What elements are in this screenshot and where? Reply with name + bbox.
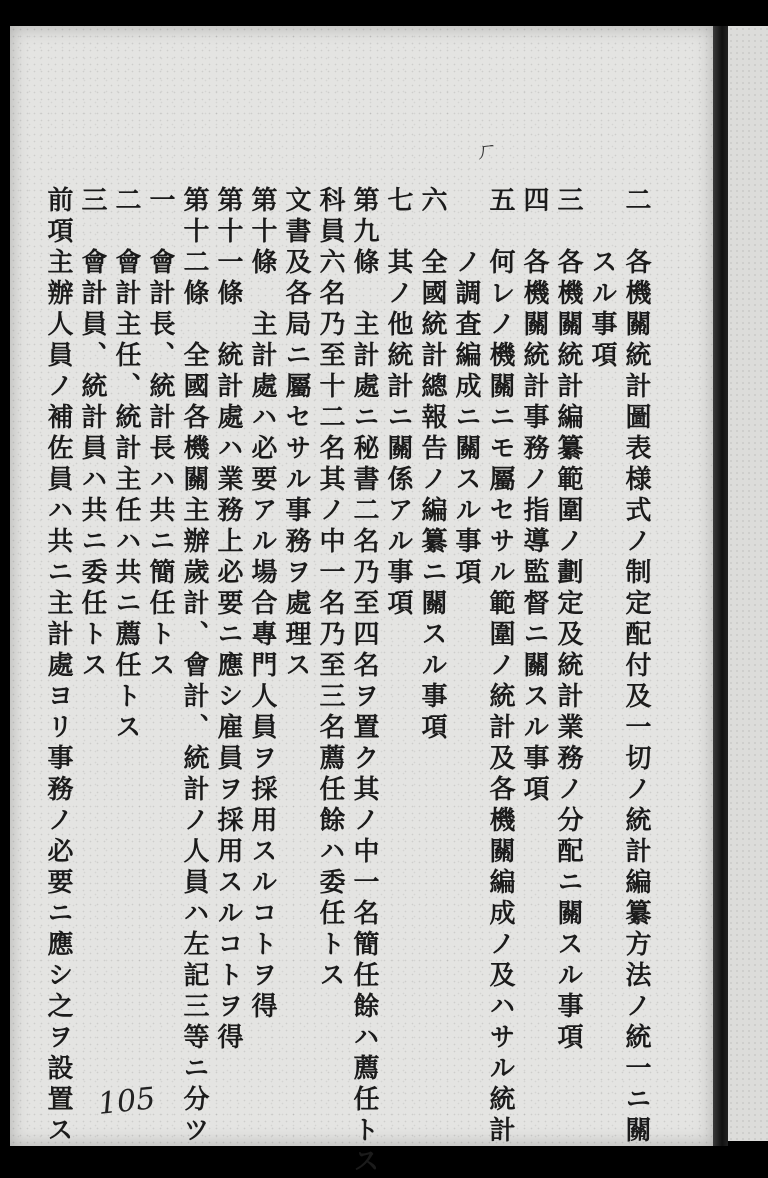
text-column-14: 第十二條 全國各機關主辦歲計、會計、統計ノ人員ハ左記三等ニ分ツ <box>179 186 209 1147</box>
text-column-2: スル事項 <box>587 186 617 372</box>
page-mark: ㄏ <box>476 139 499 164</box>
text-column-16: 二 會計主任、統計主任ハ共ニ薦任トス <box>111 186 141 744</box>
text-column-17: 三 會計員、統計員ハ共ニ委任トス <box>77 186 107 682</box>
text-column-18: 前項主辦人員ノ補佐員ハ共ニ主計處ヨリ事務ノ必要ニ應シ之ヲ設置ス <box>43 186 73 1147</box>
adjacent-page-edge <box>728 26 768 1141</box>
text-column-5: 五 何レノ機關ニモ屬セサル範圍ノ統計及各機關編成ノ及ハサル統計 <box>485 186 515 1147</box>
text-column-9: 第九條 主計處ニ秘書二名乃至四名ヲ置ク其ノ中一名簡任餘ハ薦任トス <box>349 186 379 1178</box>
text-column-13: 第十一條 統計處ハ業務上必要ニ應シ雇員ヲ採用スルコトヲ得 <box>213 186 243 1054</box>
text-column-12: 第十條 主計處ハ必要アル場合專門人員ヲ採用スルコトヲ得 <box>247 186 277 1023</box>
text-column-4: 四 各機關統計事務ノ指導監督ニ關スル事項 <box>519 186 549 806</box>
page-number: 105 <box>96 1081 157 1122</box>
text-column-8: 七 其ノ他統計ニ關係アル事項 <box>383 186 413 620</box>
text-column-3: 三 各機關統計編纂範圍ノ劃定及統計業務ノ分配ニ關スル事項 <box>553 186 583 1054</box>
document-page <box>10 26 713 1178</box>
text-column-7: 六 全國統計總報告ノ編纂ニ關スル事項 <box>417 186 447 744</box>
text-column-15: 一 會計長、統計長ハ共ニ簡任トス <box>145 186 175 682</box>
text-column-11: 文書及各局ニ屬セサル事務ヲ處理ス <box>281 186 311 682</box>
text-column-10: 科員六名乃至十二名其ノ中一名乃至三名薦任餘ハ委任トス <box>315 186 345 992</box>
text-column-6: ノ調査編成ニ關スル事項 <box>451 186 481 589</box>
book-gutter <box>713 26 728 1146</box>
text-column-1: 二 各機關統計圖表様式ノ制定配付及一切ノ統計編纂方法ノ統一ニ關 <box>621 186 651 1147</box>
